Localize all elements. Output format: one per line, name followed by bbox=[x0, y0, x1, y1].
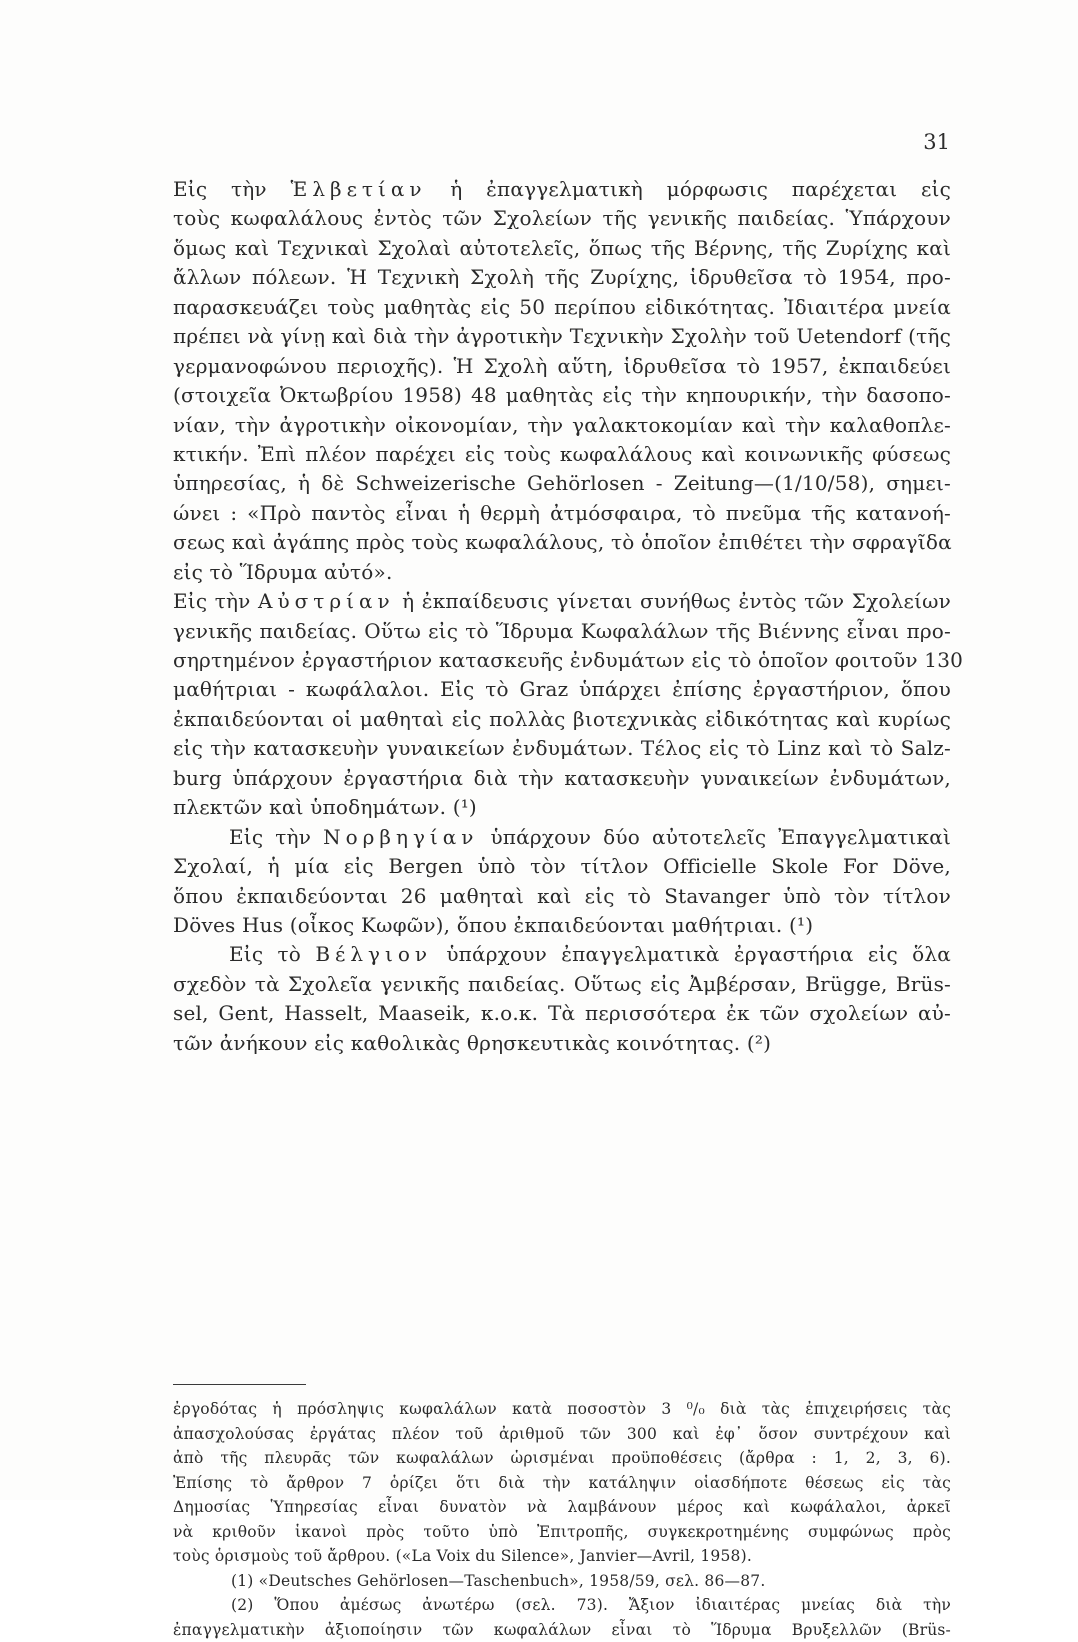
footnote-line: ἀπασχολούσας ἐργάτας πλέον τοῦ ἀριθμοῦ τῶν 300 καὶ ἐφ᾿ ὅσον συντρέχουν καὶ bbox=[173, 1422, 951, 1447]
text-line: παρασκευάζει τοὺς μαθητὰς εἰς 50 περίπου εἰδικότητας. Ἰδιαιτέρα μνεία bbox=[173, 293, 951, 322]
text-line: σχεδὸν τὰ Σχολεῖα γενικῆς παιδείας. Οὕτως εἰς Ἀμβέρσαν, Brügge, Brüs- bbox=[173, 970, 951, 999]
text-line bbox=[173, 940, 951, 969]
text-line: πρέπει νὰ γίνῃ καὶ διὰ τὴν ἀγροτικὴν Τεχνικὴν Σχολὴν τοῦ Uetendorf (τῆς bbox=[173, 322, 951, 351]
text-line: γερμανοφώνου περιοχῆς). Ἡ Σχολὴ αὕτη, ἱδρυθεῖσα τὸ 1957, ἐκπαιδεύει bbox=[173, 352, 951, 381]
footnote-line: ἀπὸ τῆς πλευρᾶς τῶν κωφαλάλων ὡρισμέναι προϋποθέσεις (ἄρθρα : 1, 2, 3, 6). bbox=[173, 1446, 951, 1471]
footnote-line: (2) Ὅπου ἀμέσως ἀνωτέρω (σελ. 73). Ἄξιον ἰδιαιτέρας μνείας διὰ τὴν bbox=[173, 1593, 951, 1618]
main-text bbox=[173, 175, 951, 1058]
line-text: ὑπάρχουν δύο αὐτοτελεῖς Ἐπαγγελματικαὶ bbox=[478, 825, 951, 849]
text-line: τοὺς κωφαλάλους ἐντὸς τῶν Σχολείων τῆς γενικῆς παιδείας. Ὑπάρχουν bbox=[173, 204, 951, 233]
text-line: ὅπου ἐκπαιδεύονται 26 μαθηταὶ καὶ εἰς τὸ Stavanger ὑπὸ τὸν τίτλον bbox=[173, 882, 951, 911]
footnote-line: ἐργοδότας ἡ πρόσληψις κωφαλάλων κατὰ ποσοστὸν 3 ⁰/₀ διὰ τὰς ἐπιχειρήσεις τὰς bbox=[173, 1397, 951, 1422]
country-name: Βέλγιον bbox=[315, 942, 432, 966]
text-line: εἰς τὸ Ἵδρυμα αὐτό». bbox=[173, 558, 951, 587]
text-line: εἰς τὴν κατασκευὴν γυναικείων ἐνδυμάτων. Τέλος εἰς τὸ Linz καὶ τὸ Salz- bbox=[173, 734, 951, 763]
text-line: ἐκπαιδεύονται οἱ μαθηταὶ εἰς πολλὰς βιοτεχνικὰς εἰδικότητας καὶ κυρίως bbox=[173, 705, 951, 734]
footnote-line: ἐπαγγελματικὴν ἀξιοποίησιν τῶν κωφαλάλων εἶναι τὸ Ἵδρυμα Βρυξελλῶν (Brüs- bbox=[173, 1618, 951, 1642]
country-name: Ἑλβετίαν bbox=[291, 177, 427, 201]
text-line bbox=[173, 823, 951, 852]
text-line: σηρτημένον ἐργαστήριον κατασκευῆς ἐνδυμάτων εἰς τὸ ὁποῖον φοιτοῦν 130 bbox=[173, 646, 951, 675]
text-line: ὑπηρεσίας, ἡ δὲ Schweizerische Gehörlosen - Zeitung—(1/10/58), σημει- bbox=[173, 469, 951, 498]
line-text: ἡ ἐκπαίδευσις γίνεται συνήθως ἐντὸς τῶν Σχολείων bbox=[395, 589, 951, 613]
text-line: σεως καὶ ἀγάπης πρὸς τοὺς κωφαλάλους, τὸ ὁποῖον ἐπιθέτει τὴν σφραγῖδα bbox=[173, 528, 951, 557]
footnote-line: Δημοσίας Ὑπηρεσίας εἶναι δυνατὸν νὰ λαμβάνουν μέρος καὶ κωφάλαλοι, ἀρκεῖ bbox=[173, 1495, 951, 1520]
line-text: ἡ ἐπαγγελματικὴ μόρφωσις παρέχεται εἰς bbox=[427, 177, 952, 201]
text-line: ὅμως καὶ Τεχνικαὶ Σχολαὶ αὐτοτελεῖς, ὅπως τῆς Βέρνης, τῆς Ζυρίχης καὶ bbox=[173, 234, 951, 263]
footnote-line: (1) «Deutsches Gehörlosen—Taschenbuch», 1958/59, σελ. 86—87. bbox=[173, 1569, 951, 1594]
text-line: (στοιχεῖα Ὀκτωβρίου 1958) 48 μαθητὰς εἰς τὴν κηπουρικήν, τὴν δασοπο- bbox=[173, 381, 951, 410]
page-number: 31 bbox=[900, 130, 950, 154]
footnotes bbox=[173, 1397, 951, 1642]
line-text: Εἰς τὴν bbox=[173, 177, 291, 201]
footnote-separator bbox=[173, 1384, 306, 1385]
text-line: burg ὑπάρχουν ἐργαστήρια διὰ τὴν κατασκευὴν γυναικείων ἐνδυμάτων, bbox=[173, 764, 951, 793]
text-line: Σχολαί, ἡ μία εἰς Bergen ὑπὸ τὸν τίτλον Officielle Skole For Döve, bbox=[173, 852, 951, 881]
text-line: κτικήν. Ἐπὶ πλέον παρέχει εἰς τοὺς κωφαλάλους καὶ κοινωνικῆς φύσεως bbox=[173, 440, 951, 469]
text-line: τῶν ἀνήκουν εἰς καθολικὰς θρησκευτικὰς κοινότητας. (²) bbox=[173, 1029, 951, 1058]
text-line: μαθήτριαι - κωφάλαλοι. Εἰς τὸ Graz ὑπάρχει ἐπίσης ἐργαστήριον, ὅπου bbox=[173, 675, 951, 704]
country-name: Αὐστρίαν bbox=[258, 589, 395, 613]
country-name: Νορβηγίαν bbox=[323, 825, 478, 849]
text-line bbox=[173, 175, 951, 204]
footnote-line: νὰ κριθοῦν ἱκανοὶ πρὸς τοῦτο ὑπὸ Ἐπιτροπῆς, συγκεκροτημένης συμφώνως πρὸς bbox=[173, 1520, 951, 1545]
line-text: Εἰς τὴν bbox=[229, 825, 323, 849]
text-line: νίαν, τὴν ἀγροτικὴν οἰκονομίαν, τὴν γαλακτοκομίαν καὶ τὴν καλαθοπλε- bbox=[173, 411, 951, 440]
text-line: sel, Gent, Hasselt, Maaseik, κ.ο.κ. Τὰ περισσότερα ἐκ τῶν σχολείων αὐ- bbox=[173, 999, 951, 1028]
text-line: πλεκτῶν καὶ ὑποδημάτων. (¹) bbox=[173, 793, 951, 822]
footnote-line: Ἐπίσης τὸ ἄρθρον 7 ὁρίζει ὅτι διὰ τὴν κατάληψιν οἱασδήποτε θέσεως εἰς τὰς bbox=[173, 1471, 951, 1496]
line-text: Εἰς τὸ bbox=[229, 942, 315, 966]
line-text: ὑπάρχουν ἐπαγγελματικὰ ἐργαστήρια εἰς ὅλα bbox=[432, 942, 951, 966]
text-line bbox=[173, 587, 951, 616]
line-text: Εἰς τὴν bbox=[173, 589, 258, 613]
footnote-line: τοὺς ὁρισμοὺς τοῦ ἄρθρου. («La Voix du Silence», Janvier—Avril, 1958). bbox=[173, 1544, 951, 1569]
text-line: γενικῆς παιδείας. Οὕτω εἰς τὸ Ἵδρυμα Κωφαλάλων τῆς Βιέννης εἶναι προ- bbox=[173, 617, 951, 646]
text-line: ώνει : «Πρὸ παντὸς εἶναι ἡ θερμὴ ἀτμόσφαιρα, τὸ πνεῦμα τῆς κατανοή- bbox=[173, 499, 951, 528]
text-line: Döves Hus (οἶκος Κωφῶν), ὅπου ἐκπαιδεύονται μαθήτριαι. (¹) bbox=[173, 911, 951, 940]
text-line: ἄλλων πόλεων. Ἡ Τεχνικὴ Σχολὴ τῆς Ζυρίχης, ἱδρυθεῖσα τὸ 1954, προ- bbox=[173, 263, 951, 292]
